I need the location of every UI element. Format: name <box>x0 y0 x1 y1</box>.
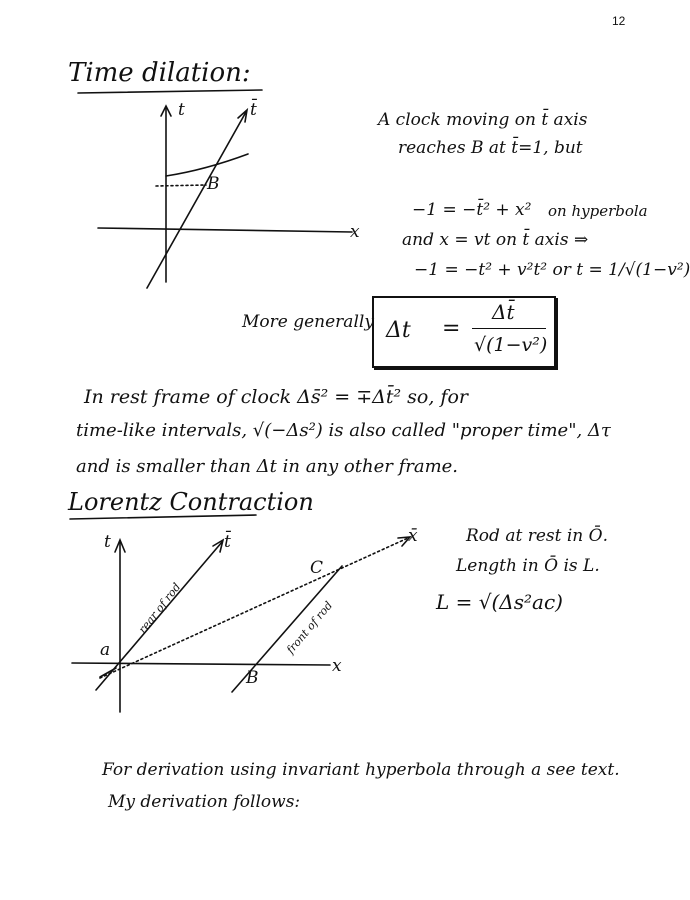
footer-line-1: For derivation using invariant hyperbola through a see text. <box>102 760 620 780</box>
fraction-bar <box>472 328 546 329</box>
length-equation: L = √(Δs²ac) <box>436 590 563 614</box>
paragraph-line-1: In rest frame of clock Δs̄² = ∓Δt̄² so, for <box>84 386 468 408</box>
title-underline <box>78 90 262 93</box>
tbar-axis <box>147 112 246 288</box>
section-title-time-dilation: Time dilation: <box>68 58 251 88</box>
dashed-line <box>156 185 206 186</box>
boxed-numerator: Δt̄ <box>492 300 515 324</box>
equation-1-note: on hyperbola <box>548 202 648 220</box>
more-generally-label: More generally <box>242 312 374 332</box>
boxed-denominator: √(1−v²) <box>474 334 548 356</box>
tbar-label-2: t̄ <box>224 532 231 552</box>
hyperbola <box>166 154 248 176</box>
page-number: 12 <box>612 14 626 28</box>
section-title-lorentz: Lorentz Contraction <box>68 488 314 516</box>
point-c-label: C <box>310 558 324 578</box>
x-label-2: x <box>332 656 342 676</box>
t-label-2: t <box>104 532 111 552</box>
x-axis-2 <box>72 663 330 665</box>
note-line-1: A clock moving on t̄ axis <box>378 110 588 130</box>
rod-note-line-1: Rod at rest in Ō. <box>466 526 608 546</box>
boxed-formula <box>372 296 556 368</box>
rear-of-rod-label: rear of rod <box>136 580 184 637</box>
point-b-label: B <box>207 174 220 194</box>
x-axis <box>98 228 352 232</box>
point-a-label: a <box>100 640 111 660</box>
point-b2-label: B <box>246 668 259 688</box>
note-line-2: reaches B at t̄=1, but <box>398 138 583 158</box>
boxed-lhs: Δt <box>386 318 411 343</box>
tbar-label: t̄ <box>250 100 257 120</box>
x-label: x <box>350 222 360 242</box>
boxed-equals: = <box>442 316 461 341</box>
equation-1: −1 = −t̄² + x² <box>412 200 532 220</box>
paragraph-line-2: time-like intervals, √(−Δs²) is also called "proper time", Δτ <box>76 420 611 441</box>
front-of-rod-label: front of rod <box>284 598 336 657</box>
paragraph-line-3: and is smaller than Δt in any other frame. <box>76 456 459 477</box>
t-label: t <box>178 100 185 120</box>
equation-3: −1 = −t² + v²t² or t = 1/√(1−v²) <box>414 260 690 280</box>
equation-2: and x = vt on t̄ axis ⇒ <box>402 230 589 250</box>
rod-note-line-2: Length in Ō is L. <box>456 556 600 576</box>
footer-line-2: My derivation follows: <box>108 792 301 812</box>
xbar-label: x̄ <box>408 526 418 546</box>
xbar-axis <box>100 538 408 678</box>
